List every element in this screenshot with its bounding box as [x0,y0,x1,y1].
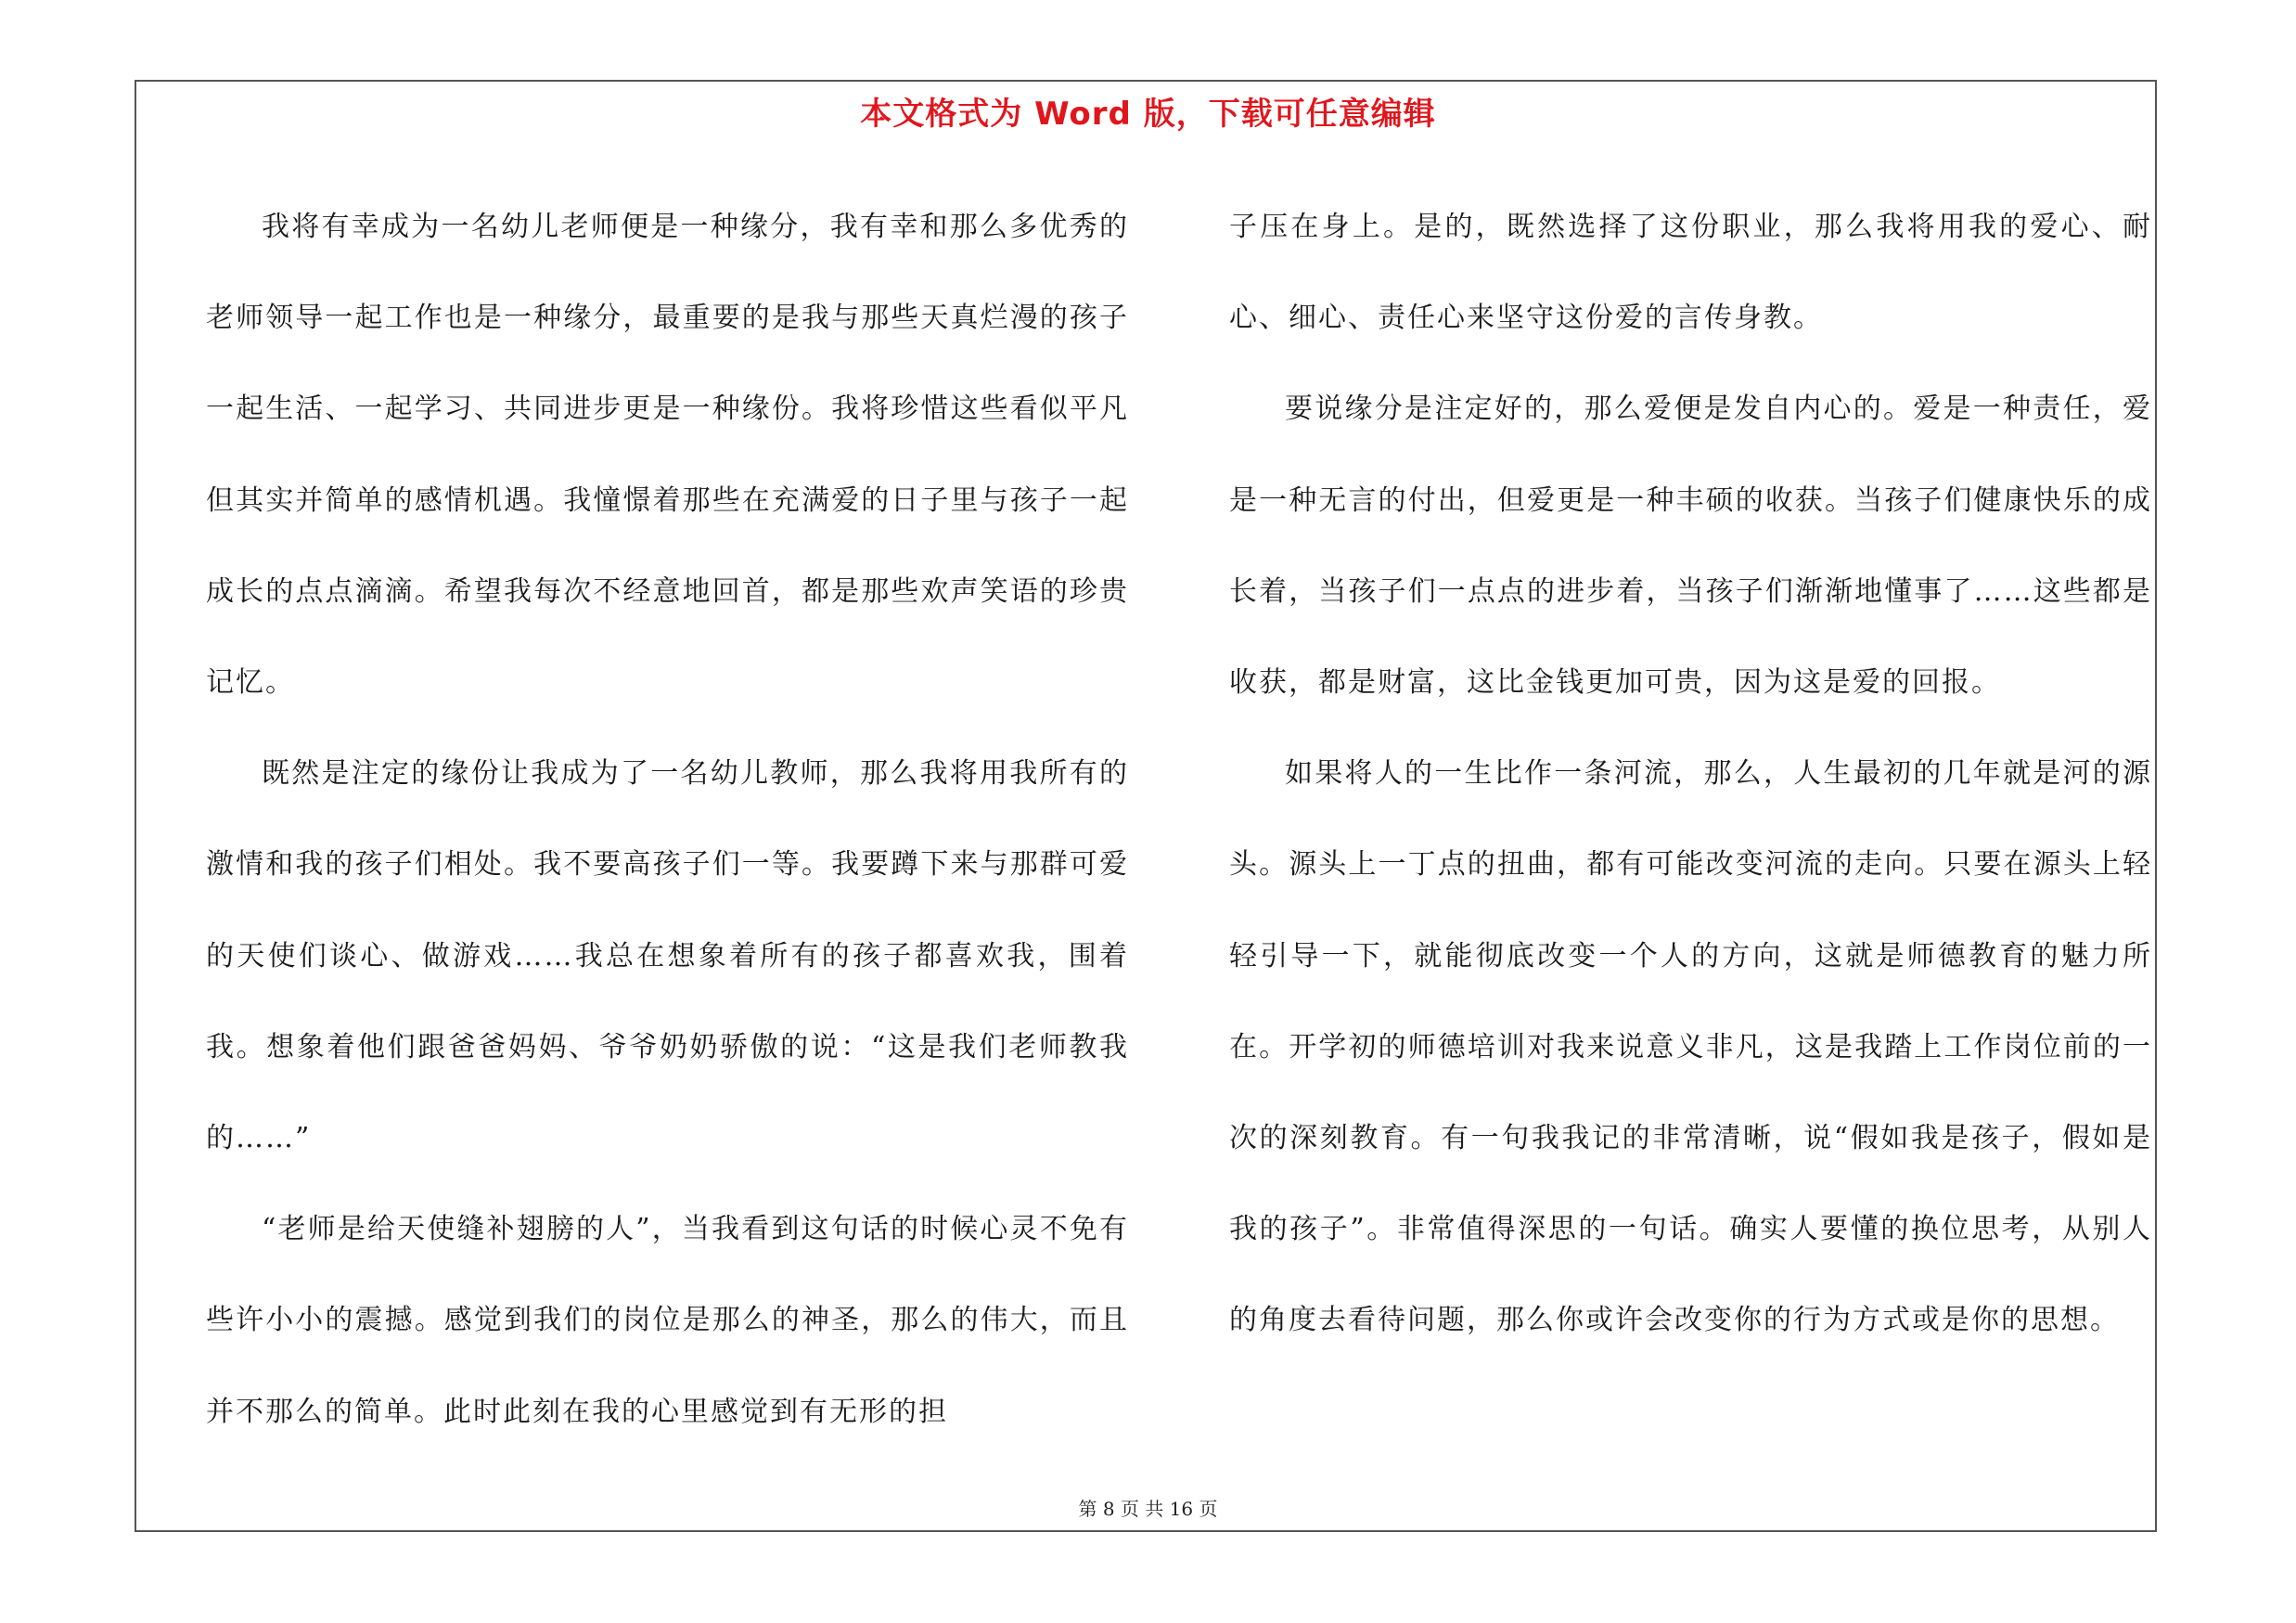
paragraph: 如果将人的一生比作一条河流，那么，人生最初的几年就是河的源头。源头上一丁点的扭曲，都有可能改变河流的走向。只要在源头上轻轻引导一下，就能彻底改变一个人的方向，这就是师德教育的魅力所在。开学初的师德培训对我来说意义非凡，这是我踏上工作岗位前的一次的深刻教育。有一句我我记的非常清晰，说“假如我是孩子，假如是我的孩子”。非常值得深思的一句话。确实人要懂的换位思考，从别人的角度去看待问题，那么你或许会改变你的行为方式或是你的思想。 [1229,757,2152,1337]
paragraph: 要说缘分是注定好的，那么爱便是发自内心的。爱是一种责任，爱是一种无言的付出，但爱更是一种丰硕的收获。当孩子们健康快乐的成长着，当孩子们一点点的进步着，当孩子们渐渐地懂事了……这些都是收获，都是财富，这比金钱更加可贵，因为这是爱的回报。 [1229,393,2152,700]
left-column [206,182,1129,1458]
paragraph: 我将有幸成为一名幼儿老师便是一种缘分，我有幸和那么多优秀的老师领导一起工作也是一种缘分，最重要的是我与那些天真烂漫的孩子一起生活、一起学习、共同进步更是一种缘份。我将珍惜这些看似平凡但其实并简单的感情机遇。我憧憬着那些在充满爱的日子里与孩子一起成长的点点滴滴。希望我每次不经意地回首，都是那些欢声笑语的珍贵记忆。 [206,211,1129,700]
paragraph: “老师是给天使缝补翅膀的人”，当我看到这句话的时候心灵不免有些许小小的震撼。感觉到我们的岗位是那么的神圣，那么的伟大，而且并不那么的简单。此时此刻在我的心里感觉到有无形的担 [206,1213,1129,1428]
paragraph-continuation: 子压在身上。是的，既然选择了这份职业，那么我将用我的爱心、耐心、细心、责任心来坚守这份爱的言传身教。 [1229,211,2152,335]
paragraph: 既然是注定的缘份让我成为了一名幼儿教师，那么我将用我所有的激情和我的孩子们相处。我不要高孩子们一等。我要蹲下来与那群可爱的天使们谈心、做游戏……我总在想象着所有的孩子都喜欢我，围着我。想象着他们跟爸爸妈妈、爷爷奶奶骄傲的说：“这是我们老师教我的……” [206,757,1129,1155]
document-header: 本文格式为 Word 版，下载可任意编辑 [860,96,1436,133]
right-column [1229,182,2152,1367]
page-number: 第 8 页 共 16 页 [1078,1498,1218,1520]
